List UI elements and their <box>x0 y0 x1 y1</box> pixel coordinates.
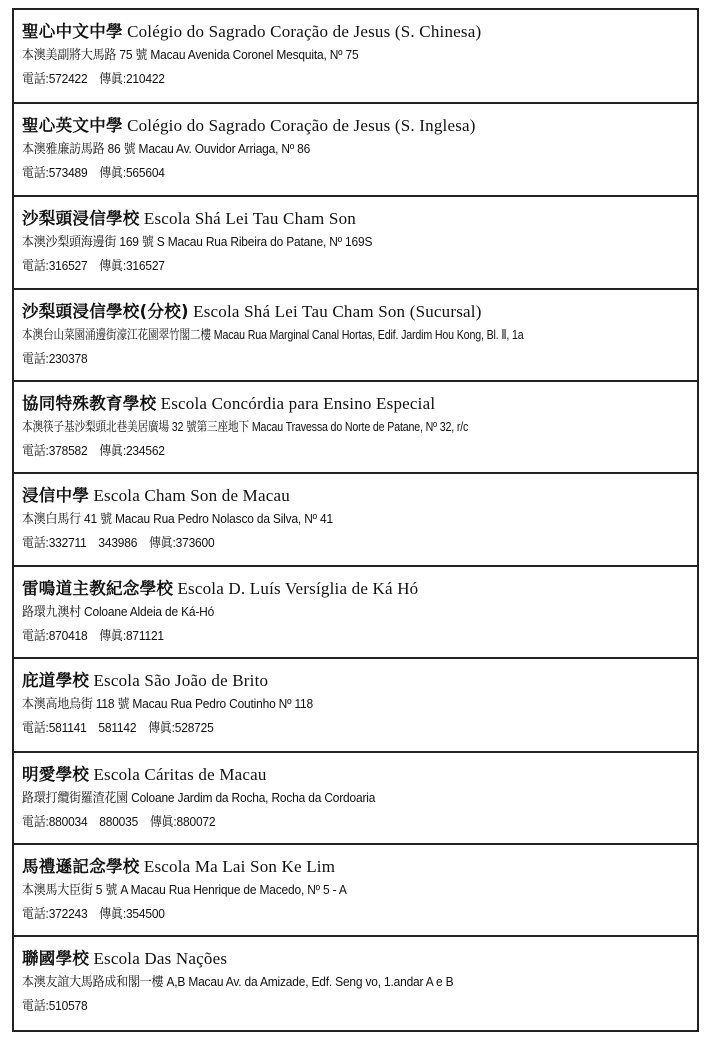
school-directory-table <box>12 8 699 1032</box>
school-phone: 電話:510578 <box>22 998 88 1013</box>
school-name <box>22 856 697 878</box>
school-entry <box>14 10 697 104</box>
school-name-portuguese: Colégio do Sagrado Coração de Jesus (S. Chinesa) <box>127 22 482 41</box>
school-name <box>22 670 697 692</box>
school-name-chinese: 馬禮遜記念學校 <box>22 857 140 876</box>
school-address: 本澳美副將大馬路 75 號 Macau Avenida Coronel Mesquita, Nº 75 <box>22 47 359 62</box>
school-name-chinese: 庇道學校 <box>22 671 90 690</box>
school-entry <box>14 659 697 753</box>
school-name-chinese: 雷鳴道主教紀念學校 <box>22 579 174 598</box>
school-name-portuguese: Escola Shá Lei Tau Cham Son <box>143 209 356 228</box>
school-phone: 電話:230378 <box>22 351 88 366</box>
school-name-portuguese: Escola D. Luís Versíglia de Ká Hó <box>177 579 419 598</box>
school-entry <box>14 197 697 290</box>
school-phone: 電話:332711 343986 傳眞:373600 <box>22 535 215 550</box>
school-name <box>22 578 697 600</box>
school-address: 本澳台山菜園涌邊街濠江花園翠竹閣二樓 Macau Rua Marginal Canal Hortas, Edif. Jardim Hou Kong, Bl. Ⅱ, 1a <box>22 327 524 342</box>
school-phone: 電話:316527 傳眞:316527 <box>22 258 165 273</box>
school-name-chinese: 協同特殊教育學校 <box>22 394 157 413</box>
school-phone: 電話:870418 傳眞:871121 <box>22 628 164 643</box>
school-name-portuguese: Escola Shá Lei Tau Cham Son (Sucursal) <box>193 302 482 321</box>
school-phone: 電話:372243 傳眞:354500 <box>22 906 165 921</box>
school-name-portuguese: Escola Das Nações <box>93 949 228 968</box>
school-address: 本澳高地烏街 118 號 Macau Rua Pedro Coutinho Nº 118 <box>22 696 313 711</box>
school-name-portuguese: Colégio do Sagrado Coração de Jesus (S. Inglesa) <box>127 116 476 135</box>
school-name <box>22 764 697 786</box>
school-address: 本澳友誼大馬路成和閣一樓 A,B Macau Av. da Amizade, Edf. Seng vo, 1.andar A e B <box>22 974 454 989</box>
school-name-chinese: 明愛學校 <box>22 765 90 784</box>
school-name <box>22 948 697 970</box>
school-entry <box>14 290 697 382</box>
school-address: 本澳筷子基沙梨頭北巷美居廣場 32 號第三座地下 Macau Travessa do Norte de Patane, Nº 32, r/c <box>22 419 469 434</box>
school-name <box>22 115 697 137</box>
school-name <box>22 21 697 43</box>
school-name-chinese: 浸信中學 <box>22 486 90 505</box>
school-phone: 電話:880034 880035 傳眞:880072 <box>22 814 216 829</box>
school-entry <box>14 104 697 197</box>
school-name <box>22 301 697 323</box>
school-entry <box>14 382 697 474</box>
school-address: 本澳白馬行 41 號 Macau Rua Pedro Nolasco da Silva, Nº 41 <box>22 511 333 526</box>
school-address: 本澳雅廉訪馬路 86 號 Macau Av. Ouvidor Arriaga, Nº 86 <box>22 141 311 156</box>
school-entry <box>14 845 697 937</box>
school-name-chinese: 聖心中文中學 <box>22 22 123 41</box>
school-entry <box>14 474 697 567</box>
school-phone: 電話:378582 傳眞:234562 <box>22 443 165 458</box>
school-entry <box>14 937 697 1032</box>
school-name-chinese: 沙梨頭浸信學校(分校) <box>22 302 189 321</box>
school-address: 本澳馬大臣街 5 號 A Macau Rua Henrique de Macedo, Nº 5 - A <box>22 882 347 897</box>
school-entry <box>14 567 697 659</box>
school-address: 路環打纜街羅渣花園 Coloane Jardim da Rocha, Rocha da Cordoaria <box>22 790 376 805</box>
school-name-portuguese: Escola São João de Brito <box>93 671 269 690</box>
school-name-portuguese: Escola Concórdia para Ensino Especial <box>160 394 436 413</box>
school-address: 路環九澳村 Coloane Aldeia de Ká-Hó <box>22 604 215 619</box>
school-address: 本澳沙梨頭海邊街 169 號 S Macau Rua Ribeira do Patane, Nº 169S <box>22 234 373 249</box>
school-name-chinese: 聯國學校 <box>22 949 90 968</box>
school-phone: 電話:573489 傳眞:565604 <box>22 165 165 180</box>
school-name-chinese: 沙梨頭浸信學校 <box>22 209 140 228</box>
school-phone: 電話:581141 581142 傳眞:528725 <box>22 720 214 735</box>
school-name-portuguese: Escola Cáritas de Macau <box>93 765 267 784</box>
school-name <box>22 393 697 415</box>
school-entry <box>14 753 697 845</box>
school-name <box>22 485 697 507</box>
school-name-chinese: 聖心英文中學 <box>22 116 123 135</box>
school-name-portuguese: Escola Ma Lai Son Ke Lim <box>143 857 336 876</box>
school-phone: 電話:572422 傳眞:210422 <box>22 71 165 86</box>
school-name-portuguese: Escola Cham Son de Macau <box>93 486 290 505</box>
school-name <box>22 208 697 230</box>
